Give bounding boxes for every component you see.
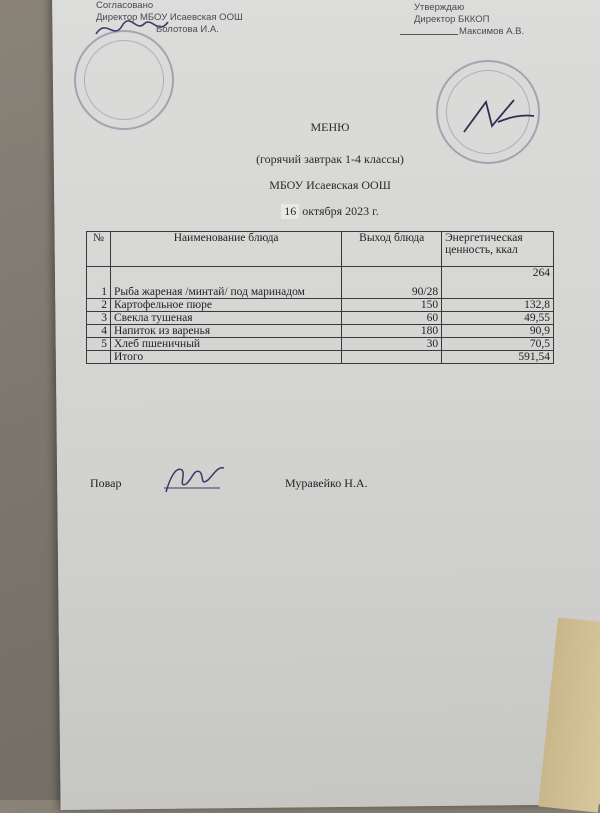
school-name: МБОУ Исаевская ООШ	[269, 178, 391, 192]
header-number: №	[87, 232, 111, 267]
table-total-row	[87, 351, 554, 364]
page-title: МЕНЮ	[310, 120, 350, 134]
cook-signature	[160, 458, 230, 498]
signature-line	[400, 34, 458, 35]
row-dish-name: Напиток из варенья	[110, 325, 341, 338]
approval-left-title: Согласовано	[96, 0, 154, 11]
row-yield: 90/28	[342, 267, 442, 299]
total-energy: 591,54	[442, 351, 554, 364]
menu-date	[0, 204, 600, 219]
row-energy: 264	[442, 267, 554, 299]
row-energy: 90,9	[442, 325, 554, 338]
table-row	[87, 312, 554, 325]
row-number: 5	[87, 338, 111, 351]
header-yield: Выход блюда	[342, 232, 442, 267]
cook-role: Повар	[90, 476, 122, 490]
table-row	[87, 338, 554, 351]
row-number: 3	[87, 312, 111, 325]
row-energy: 132,8	[442, 299, 554, 312]
row-number: 2	[87, 299, 111, 312]
header-dish-name: Наименование блюда	[110, 232, 341, 267]
row-yield: 180	[342, 325, 442, 338]
row-yield: 60	[342, 312, 442, 325]
table-row	[87, 267, 554, 299]
date-day: 16	[281, 204, 299, 219]
row-energy: 49,55	[442, 312, 554, 325]
row-dish-name: Картофельное пюре	[110, 299, 341, 312]
table-row	[87, 325, 554, 338]
row-number: 4	[87, 325, 111, 338]
total-label: Итого	[110, 351, 341, 364]
row-dish-name: Рыба жареная /минтай/ под маринадом	[110, 267, 341, 299]
menu-table	[86, 231, 554, 364]
row-dish-name: Хлеб пшеничный	[110, 338, 341, 351]
table-header-row	[87, 232, 554, 267]
row-yield: 30	[342, 338, 442, 351]
total-yield-cell	[342, 351, 442, 364]
header-energy: Энергетическая ценность, ккал	[442, 232, 554, 267]
school-stamp	[74, 30, 174, 130]
approval-right-name: Максимов А.В.	[459, 26, 525, 37]
total-number-cell	[87, 351, 111, 364]
row-dish-name: Свекла тушеная	[110, 312, 341, 325]
approval-left-name: Болотова И.А.	[156, 24, 219, 35]
row-number: 1	[87, 267, 111, 299]
approval-right	[414, 2, 524, 38]
row-yield: 150	[342, 299, 442, 312]
row-energy: 70,5	[442, 338, 554, 351]
cook-name: Муравейко Н.А.	[285, 476, 368, 490]
date-month-year: октября 2023 г.	[302, 204, 379, 218]
approval-right-position: Директор БККОП	[414, 14, 490, 25]
director-signature	[92, 14, 172, 44]
table-row	[87, 299, 554, 312]
approval-right-title: Утверждаю	[414, 2, 465, 13]
approval-left-position: Директор МБОУ Исаевская ООШ	[96, 12, 243, 23]
page-subtitle: (горячий завтрак 1-4 классы)	[256, 152, 404, 166]
